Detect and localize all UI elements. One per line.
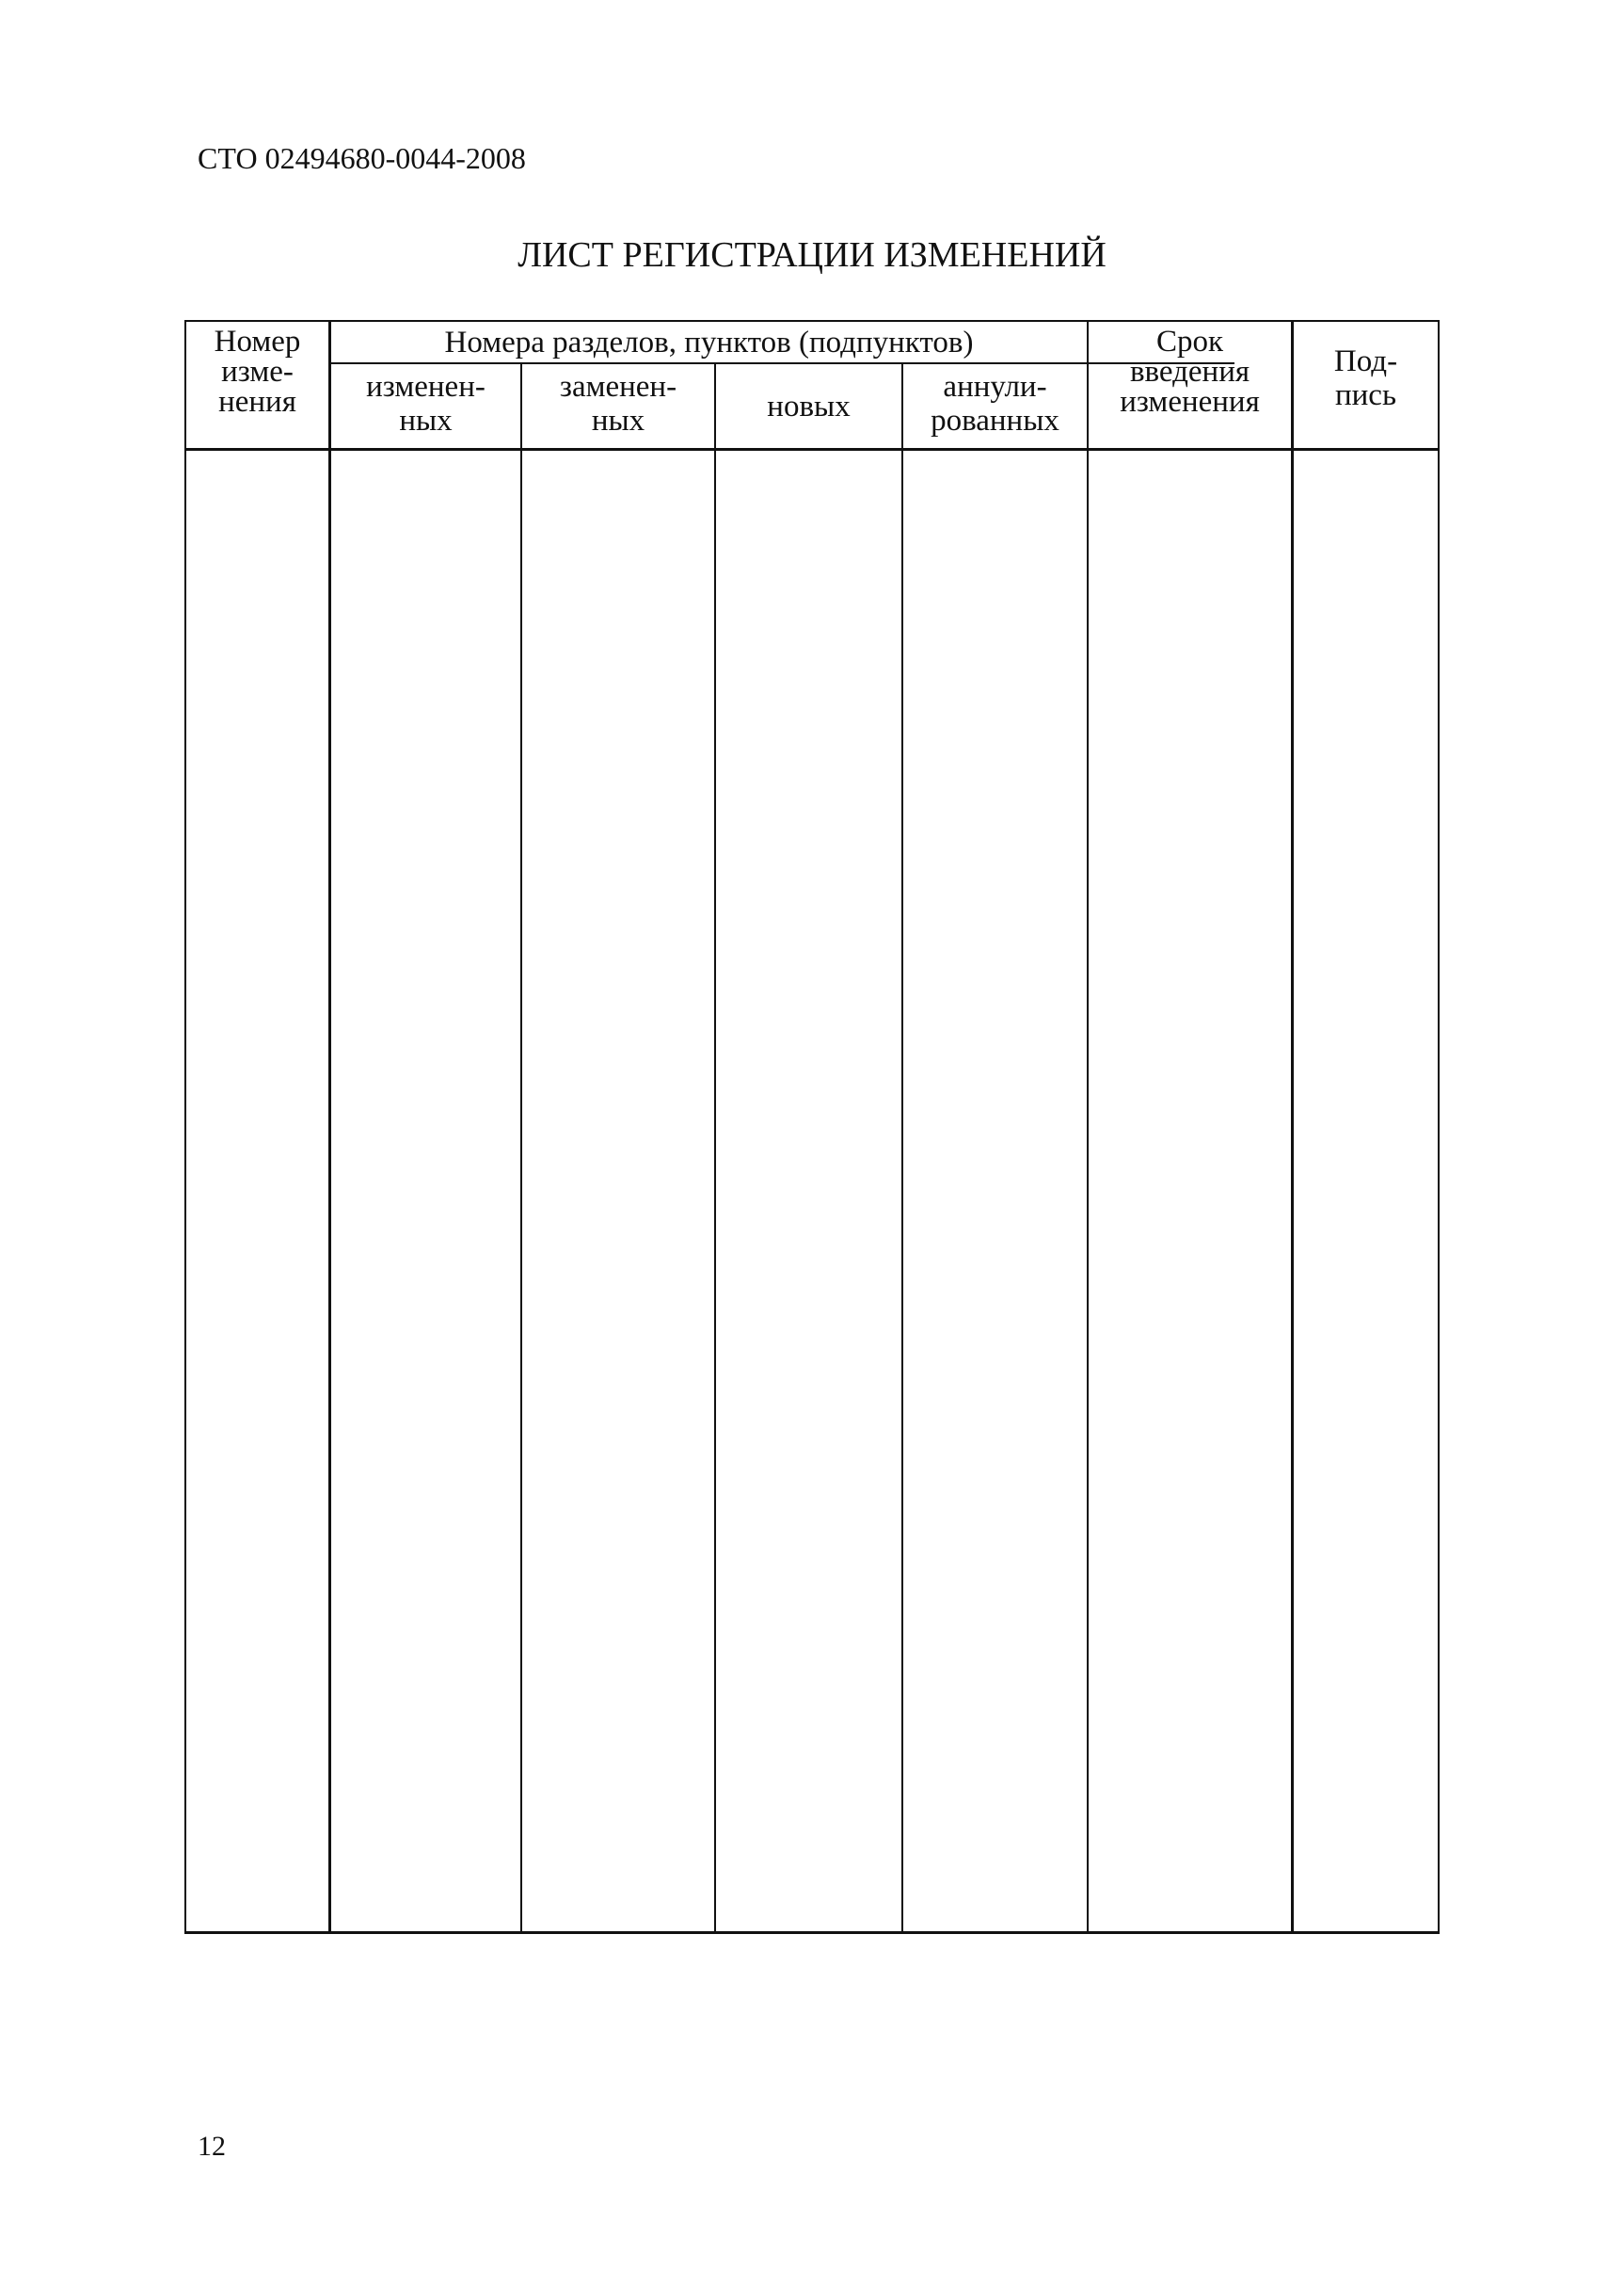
page-number: 12 bbox=[198, 2131, 226, 2162]
header-changed-line2: ных bbox=[399, 404, 453, 438]
header-replaced-line2: ных bbox=[591, 404, 645, 438]
header-signature-line2: пись bbox=[1334, 378, 1397, 412]
header-signature bbox=[1294, 346, 1438, 410]
header-changed-line1: изменен- bbox=[366, 370, 486, 404]
column-divider bbox=[1087, 320, 1089, 1934]
document-code: СТО 02494680-0044-2008 bbox=[198, 141, 526, 175]
header-signature-line1: Под- bbox=[1333, 344, 1398, 378]
column-divider bbox=[714, 362, 716, 1934]
header-replaced-line1: заменен- bbox=[559, 370, 677, 404]
header-change-number-line2: изме- bbox=[221, 355, 294, 389]
column-divider bbox=[1291, 320, 1294, 1934]
header-effective-date-line1: Срок bbox=[1155, 325, 1224, 359]
header-bottom-border bbox=[184, 448, 1440, 451]
header-replaced bbox=[522, 372, 714, 436]
column-divider bbox=[520, 362, 522, 1934]
table-border-right bbox=[1438, 320, 1440, 1934]
change-registration-table bbox=[184, 320, 1440, 1934]
header-annulled bbox=[903, 372, 1087, 436]
header-annulled-line2: рованных bbox=[931, 404, 1059, 438]
table-border-left bbox=[184, 320, 186, 1934]
header-sections-group-label: Номера разделов, пунктов (подпунктов) bbox=[444, 326, 974, 360]
column-divider bbox=[901, 362, 903, 1934]
table-border-top bbox=[184, 320, 1440, 322]
header-new bbox=[716, 392, 901, 422]
header-effective-date-line3: изменения bbox=[1120, 385, 1260, 419]
header-annulled-line1: аннули- bbox=[943, 370, 1047, 404]
header-sections-group bbox=[331, 328, 1087, 358]
header-changed bbox=[331, 372, 520, 436]
column-divider bbox=[328, 320, 331, 1934]
header-new-label: новых bbox=[767, 390, 851, 424]
header-effective-date bbox=[1089, 327, 1291, 417]
page-title: ЛИСТ РЕГИСТРАЦИИ ИЗМЕНЕНИЙ bbox=[517, 235, 1107, 275]
header-change-number-line1: Номер bbox=[214, 325, 301, 359]
table-border-bottom bbox=[184, 1931, 1440, 1934]
header-change-number bbox=[186, 327, 328, 417]
header-effective-date-line2: введения bbox=[1129, 355, 1250, 389]
header-change-number-line3: нения bbox=[218, 385, 296, 419]
